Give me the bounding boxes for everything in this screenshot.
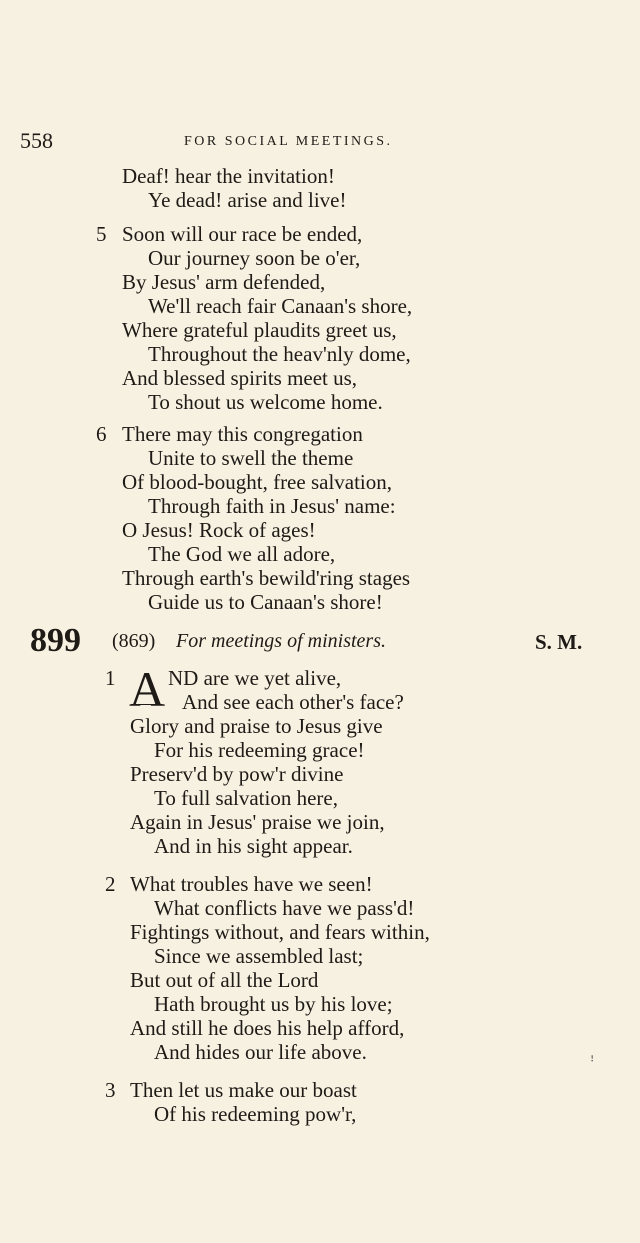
verse-line: Through earth's bewild'ring stages: [122, 566, 411, 590]
verse-line: We'll reach fair Canaan's shore,: [148, 294, 413, 318]
verse-line: Of blood-bought, free salvation,: [122, 470, 393, 494]
verse-line: Where grateful plaudits greet us,: [122, 318, 397, 342]
hymn-number: 899: [30, 622, 81, 659]
verse-line: And in his sight appear.: [154, 834, 353, 858]
verse-line: Glory and praise to Jesus give: [130, 714, 383, 738]
hymn-heading: [30, 622, 610, 662]
verse-line: Of his redeeming pow'r,: [154, 1102, 357, 1126]
page-number: 558: [20, 128, 53, 153]
verse-line: Throughout the heav'nly dome,: [148, 342, 411, 366]
stanza-number: 6: [96, 422, 107, 446]
hymn-alt-number: (869): [112, 630, 156, 652]
verse-line: ND are we yet alive,: [168, 666, 342, 690]
verse-line: But out of all the Lord: [130, 968, 319, 992]
hymn-title: For meetings of ministers.: [176, 630, 386, 652]
verse-line: Then let us make our boast: [130, 1078, 357, 1102]
verse-line: Hath brought us by his love;: [154, 992, 393, 1016]
verse-line: And hides our life above.: [154, 1040, 367, 1064]
verse-line: Fightings without, and fears within,: [130, 920, 430, 944]
page-header: [20, 128, 620, 158]
verse-line: Again in Jesus' praise we join,: [130, 810, 385, 834]
verse-line: For his redeeming grace!: [154, 738, 365, 762]
verse-line: And blessed spirits meet us,: [122, 366, 358, 390]
running-head: FOR SOCIAL MEETINGS.: [184, 134, 393, 149]
verse-line: And still he does his help afford,: [130, 1016, 405, 1040]
verse-line: Ye dead! arise and live!: [148, 188, 347, 212]
stanza-number: 5: [96, 222, 107, 246]
verse-line: Guide us to Canaan's shore!: [148, 590, 383, 614]
verse-line: By Jesus' arm defended,: [122, 270, 326, 294]
verse-line: Deaf! hear the invitation!: [122, 164, 335, 188]
drop-cap: A: [129, 661, 166, 717]
verse-line: What troubles have we seen!: [130, 872, 373, 896]
verse-line: To full salvation here,: [154, 786, 338, 810]
verse-line: O Jesus! Rock of ages!: [122, 518, 316, 542]
verse-line: To shout us welcome home.: [148, 390, 383, 414]
verse-line: And see each other's face?: [182, 690, 404, 714]
verse-line: Preserv'd by pow'r divine: [130, 762, 344, 786]
verse-line: What conflicts have we pass'd!: [154, 896, 415, 920]
verse-line: Soon will our race be ended,: [122, 222, 363, 246]
stanza-number: 1: [105, 666, 116, 690]
verse-line: The God we all adore,: [148, 542, 336, 566]
verse-line: Since we assembled last;: [154, 944, 364, 968]
verse-line: Our journey soon be o'er,: [148, 246, 361, 270]
verse-line: There may this congregation: [122, 422, 363, 446]
stanza-number: 3: [105, 1078, 116, 1102]
stanza-number: 2: [105, 872, 116, 896]
verse-line: Through faith in Jesus' name:: [148, 494, 396, 518]
hymn-meter: S. M.: [535, 630, 583, 654]
stray-print-mark: ꜝ: [590, 1055, 595, 1070]
drop-cap-underline: [131, 704, 161, 705]
verse-line: Unite to swell the theme: [148, 446, 354, 470]
